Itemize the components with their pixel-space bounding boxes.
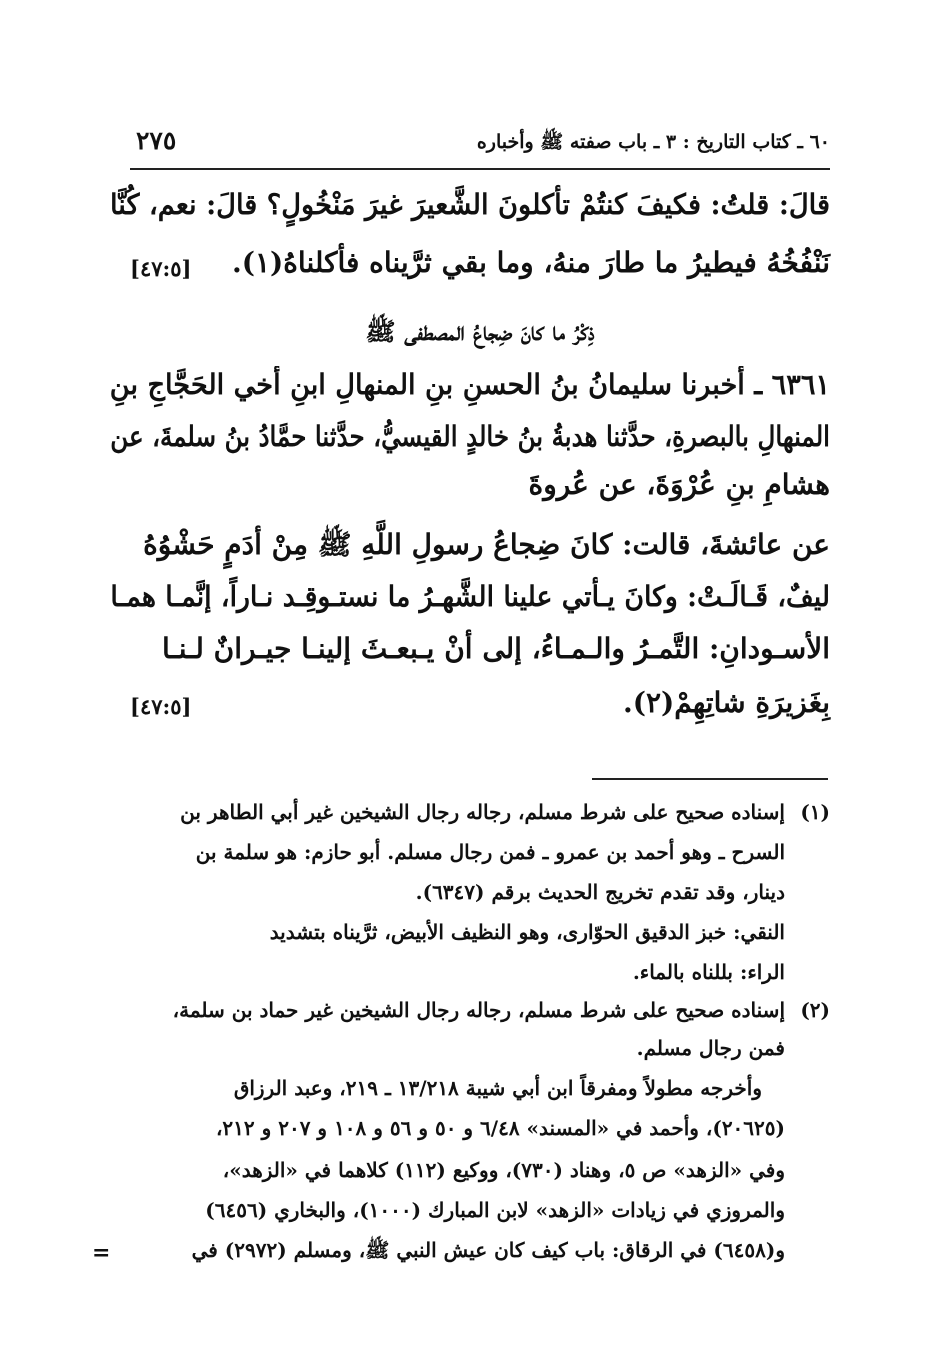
footnote-line: و(٦٤٥٨) في الرقاق: باب كيف كان عيش النبي ﷺ، ومسلم (٢٩٧٢) في <box>191 1238 785 1262</box>
footnote-number: (٢) <box>800 998 830 1022</box>
text-line: ٦٣٦١ ـ أخبرنا سليمانُ بنُ الحسنِ بنِ المنهالِ ابنِ أخي الحَجَّاجِ بنِ <box>109 368 830 401</box>
footnote-line: دينار، وقد تقدم تخريج الحديث برقم (٦٣٤٧). <box>415 880 785 904</box>
footnote-line: السرح ـ وهو أحمد بن عمرو ـ فمن رجال مسلم. أبو حازم: هو سلمة بن <box>195 840 785 864</box>
text-line: ليفٌ، قَـالَـتْ: وكانَ يـأتي علينا الشَّهـرُ ما نستـوقِـد نـاراً، إنَّمـا همـا <box>110 580 830 613</box>
text-line: عن عائشةَ، قالت: كانَ ضِجاعُ رسولِ اللَّهِ ﷺ مِنْ أدَمٍ حَشْوُهُ <box>143 528 830 561</box>
footnote-number: (١) <box>800 800 830 824</box>
footnote-line: وفي «الزهد» ص ٥، وهناد (٧٣٠)، ووكيع (١١٢) كلاهما في «الزهد»، <box>222 1158 785 1182</box>
running-title: ٦٠ ـ كتاب التاريخ : ٣ ـ باب صفته ﷺ وأخباره <box>476 131 830 153</box>
footnote-line: إسناده صحيح على شرط مسلم، رجاله رجال الشيخين غير حماد بن سلمة، <box>172 998 785 1022</box>
continuation-mark: = <box>92 1240 111 1266</box>
page-number: ٢٧٥ <box>136 126 177 155</box>
text-line: الأسـودانِ: التَّمـرُ والـمـاءُ، إلى أنْ يـبعـثَ إلينـا جيـرانٌ لـنـا <box>161 632 830 665</box>
text-line: قالَ: قلتُ: فكيفَ كنتُمْ تأكلونَ الشَّعيرَ غيرَ مَنْخُولٍ؟ قالَ: نعم، كُنَّا <box>110 188 830 221</box>
footnote-line: والمروزي في زيادات «الزهد» لابن المبارك (١٠٠٠)، والبخاري (٦٤٥٦) <box>205 1198 785 1222</box>
text-line: المنهالِ بالبصرةِ، حدَّثنا هدبةُ بنُ خالدٍ القيسيُّ، حدَّثنا حمَّادُ بنُ سلمةَ، عن <box>110 420 831 453</box>
section-heading: ذِكْرُ ما كانَ ضِجاعُ المصطفى ﷺ <box>365 317 595 346</box>
page-header <box>130 128 830 170</box>
text-line: بِغَزيرَةِ شاتِهِمْ(٢). <box>622 686 830 719</box>
footnote-separator <box>592 778 828 780</box>
text-line: نَنْفُخُهُ فيطيرُ ما طارَ منهُ، وما بقي ثرَّيناه فأكلناهُ(١). <box>231 246 830 279</box>
footnote-line: الراء: بللناه بالماء. <box>632 960 785 984</box>
footnote-line: إسناده صحيح على شرط مسلم، رجاله رجال الشيخين غير أبي الطاهر بن <box>180 800 785 824</box>
footnote-line: فمن رجال مسلم. <box>636 1036 785 1060</box>
footnote-line: النقي: خبز الدقيق الحوّارى، وهو النظيف الأبيض، ثرَّيناه بتشديد <box>269 920 785 944</box>
reference-marker: [٤٧:٥] <box>130 694 192 719</box>
footnote-line: (٢٠٦٢٥)، وأحمد في «المسند» ٦/٤٨ و ٥٠ و ٥٦ و ١٠٨ و ٢٠٧ و ٢١٢، <box>215 1116 785 1140</box>
text-line: هشامِ بنِ عُرْوَةَ، عن عُروةَ <box>528 468 830 501</box>
reference-marker: [٤٧:٥] <box>130 256 192 281</box>
footnote-line: وأخرجه مطولاً ومفرقاً ابن أبي شيبة ١٣/٢١٨ ـ ٢١٩، وعبد الرزاق <box>233 1076 762 1100</box>
